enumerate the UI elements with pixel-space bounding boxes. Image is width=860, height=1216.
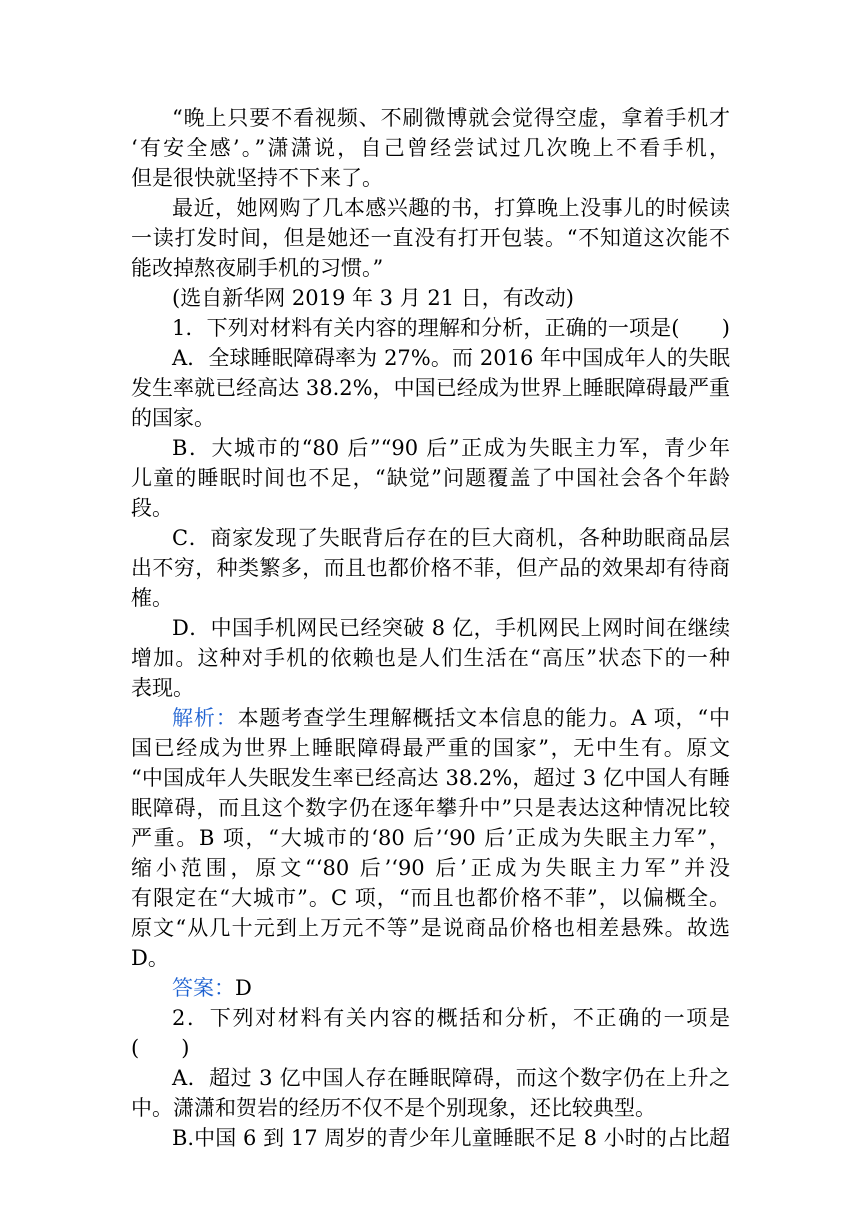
analysis-line: 原文“从几十元到上万元不等”是说商品价格也相差悬殊。故选 [131,916,730,940]
answer-label: 答案： [172,976,235,1000]
analysis-label: 解析： [172,706,238,730]
text-line: ‘有安全感’。”潇潇说，自己曾经尝试过几次晚上不看手机， [131,136,730,160]
option-b-line: B．大城市的“80 后”“90 后”正成为失眠主力军，青少年 [172,436,730,460]
analysis-line: 有限定在“大城市”。C 项，“而且也都价格不菲”，以偏概全。 [131,886,730,910]
analysis-line: 眠障碍，而且这个数字仍在逐年攀升中”只是表达这种情况比较 [131,796,730,820]
source-line: (选自新华网 2019 年 3 月 21 日，有改动) [172,286,574,310]
option-c-line: C．商家发现了失眠背后存在的巨大商机，各种助眠商品层 [172,526,730,550]
answer-value: D [235,976,252,1000]
option-c-line: 榷。 [131,586,173,610]
analysis-line: 国已经成为世界上睡眠障碍最严重的国家”，无中生有。原文 [131,736,730,760]
analysis-line: D。 [131,946,169,970]
option-a-line: A．超过 3 亿中国人存在睡眠障碍，而这个数字仍在上升之 [172,1066,730,1090]
question-2: ( ) [131,1036,190,1060]
analysis-line: “中国成年人失眠发生率已经高达 38.2%，超过 3 亿中国人有睡 [131,766,730,790]
option-d-line: 表现。 [131,676,194,700]
text-line: 最近，她网购了几本感兴趣的书，打算晚上没事儿的时候读 [172,196,730,220]
option-a-line: 中。潇潇和贺岩的经历不仅不是个别现象，还比较典型。 [131,1096,656,1120]
option-a-line: A．全球睡眠障碍率为 27%。而 2016 年中国成年人的失眠 [172,346,730,370]
option-b-line: 儿童的睡眠时间也不足，“缺觉”问题覆盖了中国社会各个年龄 [131,466,730,490]
option-a-line: 发生率就已经高达 38.2%，中国已经成为世界上睡眠障碍最严重 [131,376,730,400]
option-d-line: 增加。这种对手机的依赖也是人们生活在“高压”状态下的一种 [131,646,730,670]
text-line: “晚上只要不看视频、不刷微博就会觉得空虚，拿着手机才 [172,106,730,130]
option-b-line: 段。 [131,496,173,520]
analysis-text: 本题考查学生理解概括文本信息的能力。A 项，“中 [237,706,731,730]
text-line: 一读打发时间，但是她还一直没有打开包装。“不知道这次能不 [131,226,730,250]
question-2: 2．下列对材料有关内容的概括和分析，不正确的一项是 [172,1006,730,1030]
analysis-line: 严重。B 项，“大城市的‘80 后’‘90 后’正成为失眠主力军”， [131,826,730,850]
text-line: 但是很快就坚持不下来了。 [131,166,383,190]
option-b-line: B.中国 6 到 17 周岁的青少年儿童睡眠不足 8 小时的占比超 [172,1126,730,1150]
question-1: 1．下列对材料有关内容的理解和分析，正确的一项是( ) [172,316,730,340]
text-line: 能改掉熬夜刷手机的习惯。” [131,256,384,280]
analysis-line [172,703,730,733]
option-c-line: 出不穷，种类繁多，而且也都价格不菲，但产品的效果却有待商 [131,556,730,580]
analysis-line: 缩小范围，原文“‘80 后’‘90 后’正成为失眠主力军”并没 [131,856,730,880]
answer-line [172,973,730,1003]
option-a-line: 的国家。 [131,406,215,430]
option-d-line: D．中国手机网民已经突破 8 亿，手机网民上网时间在继续 [172,616,730,640]
